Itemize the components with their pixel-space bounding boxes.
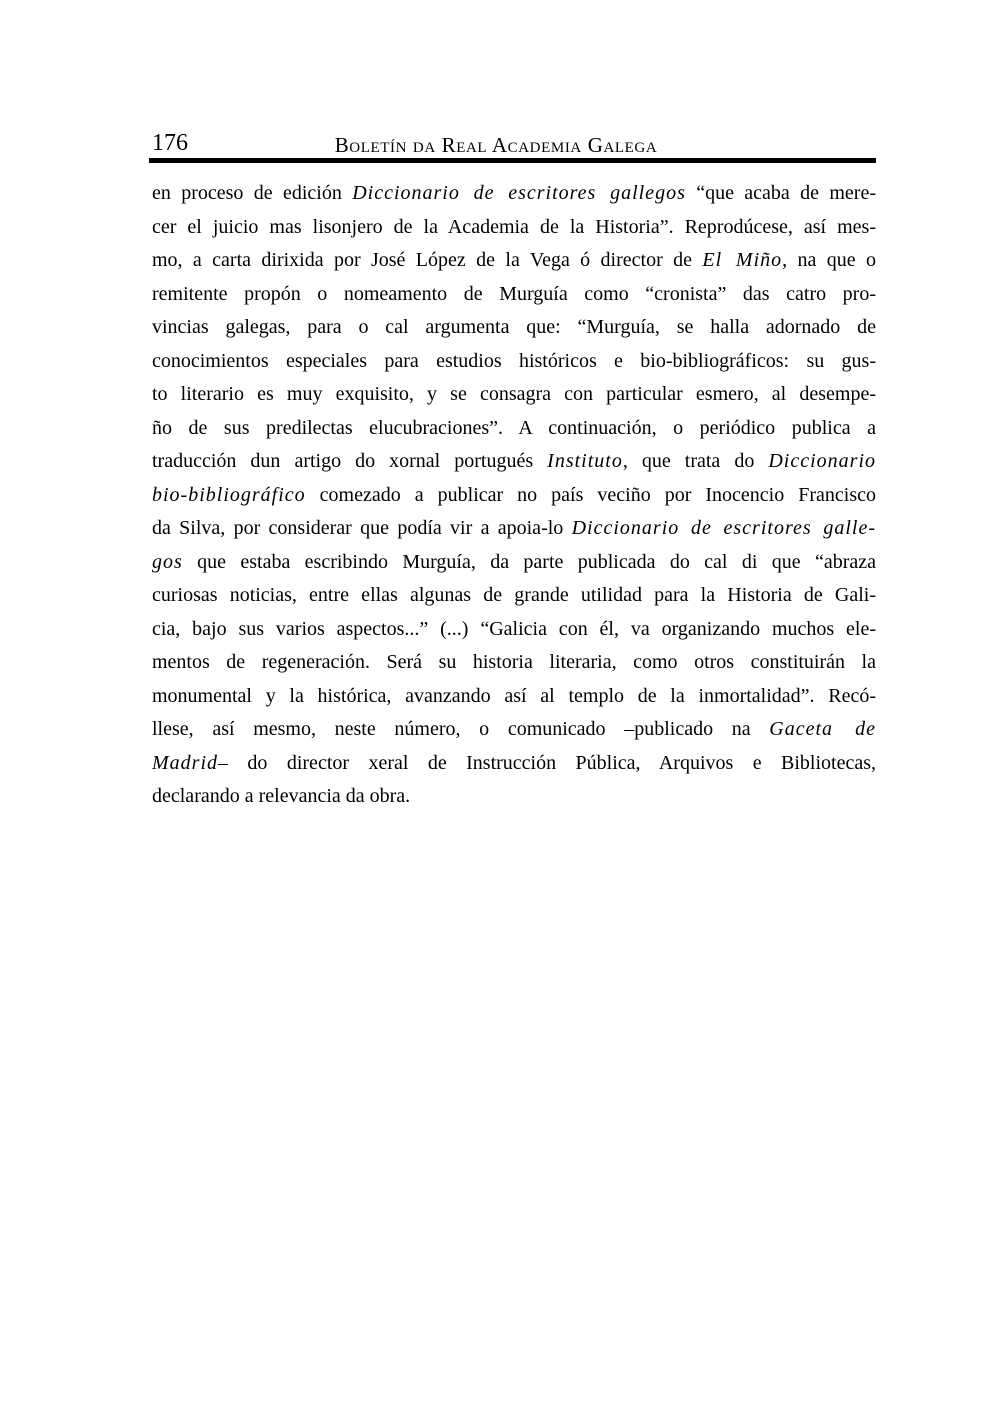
text-run: to literario es muy exquisito, y se consagra con particular esmero, al desempe- <box>152 383 876 405</box>
text-line <box>152 646 876 680</box>
text-line <box>152 445 876 479</box>
text-line <box>152 345 876 379</box>
text-line <box>152 211 876 245</box>
page-number: 176 <box>152 130 188 156</box>
text-line <box>152 311 876 345</box>
body-text <box>152 177 876 814</box>
text-line <box>152 378 876 412</box>
italic-title-run: Gaceta de <box>769 718 876 740</box>
text-run: cia, bajo sus varios aspectos...” (...) “Galicia con él, va organizando muchos ele- <box>152 617 876 640</box>
text-line <box>152 412 876 446</box>
text-line <box>152 713 876 747</box>
text-run: ño de sus predilectas elucubraciones”. A continuación, o periódico publica a <box>152 416 876 439</box>
text-run: monumental y la histórica, avanzando así al templo de la inmortalidad”. Recó- <box>152 684 876 707</box>
text-line <box>152 680 876 714</box>
text-run: mo, a carta dirixida por José López de la Vega ó director de <box>152 249 703 271</box>
text-run: comezado a publicar no país veciño por Inocencio Francisco <box>305 483 876 506</box>
italic-title-run: Madrid <box>152 751 218 774</box>
text-run: “que acaba de mere- <box>685 182 876 204</box>
text-line <box>152 244 876 278</box>
text-run: conocimientos especiales para estudios históricos e bio-bibliográficos: su gus- <box>152 349 876 372</box>
text-run: curiosas noticias, entre ellas algunas de grande utilidad para la Historia de Gali- <box>152 584 876 606</box>
text-run: vincias galegas, para o cal argumenta que: “Murguía, se halla adornado de <box>152 316 876 338</box>
text-run: cer el juicio mas lisonjero de la Academia de la Historia”. Reprodúcese, así mes- <box>152 215 876 238</box>
text-line <box>152 512 876 546</box>
text-run: , na que o <box>782 249 877 271</box>
italic-title-run: El Miño <box>702 249 783 271</box>
italic-title-run: Instituto <box>547 450 623 472</box>
text-run: – do director xeral de Instrucción Pública, Arquivos e Bibliotecas, <box>218 751 876 774</box>
journal-title: Boletín da Real Academia Galega <box>334 133 658 157</box>
italic-title-run: Diccionario de escritores gallegos <box>352 182 686 204</box>
text-line <box>152 177 876 211</box>
text-run: remitente propón o nomeamento de Murguía como “cronista” das catro pro- <box>152 282 876 305</box>
text-line <box>152 780 876 814</box>
italic-title-run: Diccionario de escritores galle- <box>571 517 877 539</box>
text-run: mentos de regeneración. Será su historia literaria, como otros constituirán la <box>152 651 876 673</box>
text-line <box>152 613 876 647</box>
text-run: declarando a relevancia da obra. <box>152 785 411 807</box>
text-line <box>152 546 876 580</box>
text-run: traducción dun artigo do xornal portugués <box>152 450 548 472</box>
text-line <box>152 479 876 513</box>
text-line <box>152 278 876 312</box>
text-line <box>152 747 876 781</box>
text-run: llese, así mesmo, neste número, o comunicado –publicado na <box>152 718 770 740</box>
italic-title-run: Diccionario <box>768 450 876 472</box>
header-rule <box>149 158 876 163</box>
text-run: en proceso de edición <box>152 182 353 204</box>
italic-title-run: gos <box>152 550 183 573</box>
italic-title-run: bio-bibliográfico <box>152 483 306 506</box>
text-run: que estaba escribindo Murguía, da parte publicada do cal di que “abraza <box>182 550 876 573</box>
text-line <box>152 579 876 613</box>
text-run: , que trata do <box>622 450 769 472</box>
text-run: da Silva, por considerar que podía vir a apoia-lo <box>152 517 572 539</box>
page-header <box>0 130 992 158</box>
